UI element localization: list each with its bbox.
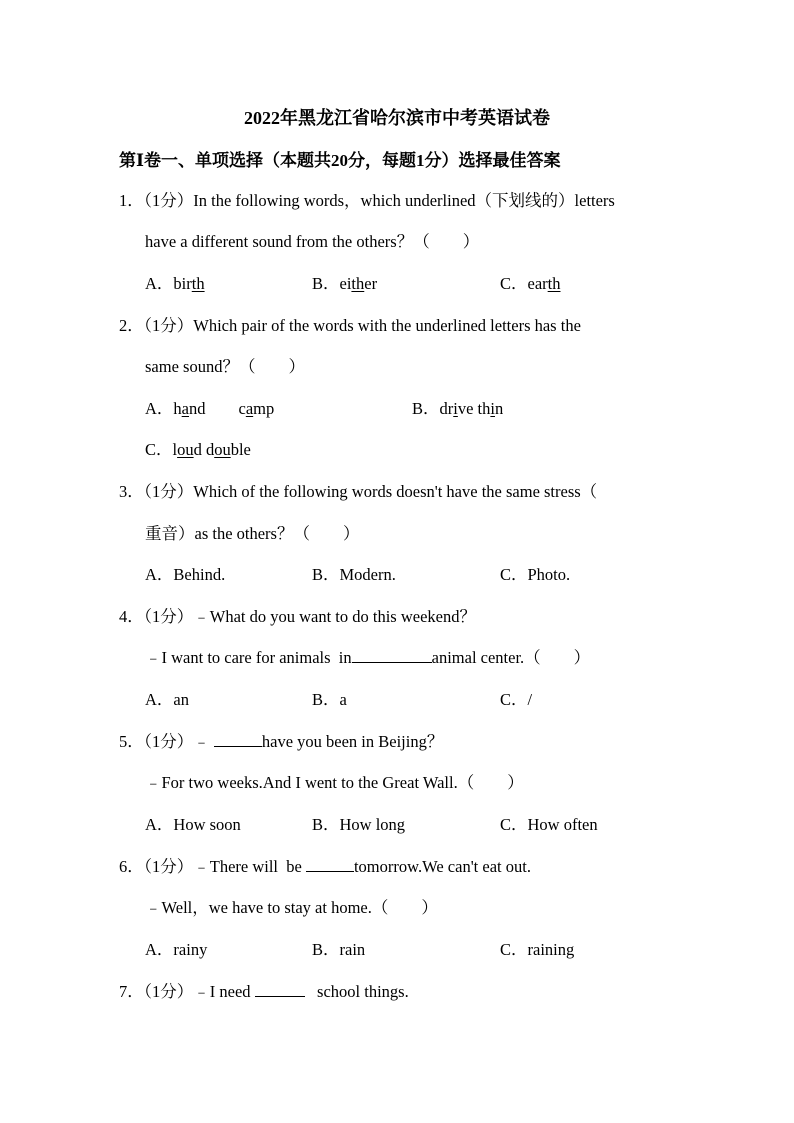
answer-blank[interactable] <box>352 647 432 663</box>
answer-blank[interactable] <box>306 856 354 872</box>
question-4-option-a[interactable]: A．an <box>145 690 189 709</box>
question-4-line-2: ﹣I want to care for animals in animal center.（ ） <box>145 648 591 667</box>
section-heading: 第Ⅰ卷一、单项选择（本题共20分，每题1分）选择最佳答案 <box>119 151 561 170</box>
question-2-option-b[interactable]: B．drive thin <box>412 399 504 418</box>
page-title: 2022年黑龙江省哈尔滨市中考英语试卷 <box>244 108 550 128</box>
question-1-option-c[interactable]: C．earth <box>500 274 561 293</box>
question-5-option-c[interactable]: C．How often <box>500 815 598 834</box>
question-6-option-b[interactable]: B．rain <box>312 940 366 959</box>
answer-blank[interactable] <box>214 731 262 747</box>
question-5-option-a[interactable]: A．How soon <box>145 815 241 834</box>
question-2-line-1: 2．（1分）Which pair of the words with the underlined letters has the <box>119 316 581 335</box>
question-1-line-2: have a different sound from the others？（ ） <box>145 232 480 251</box>
question-6-line-2: ﹣Well，we have to stay at home.（ ） <box>145 898 438 917</box>
answer-blank[interactable] <box>255 981 305 997</box>
question-6-line-1: 6．（1分）﹣There will be tomorrow.We can't eat out. <box>119 857 531 876</box>
question-6-option-a[interactable]: A．rainy <box>145 940 208 959</box>
question-3-option-c[interactable]: C．Photo. <box>500 565 571 584</box>
question-3-option-a[interactable]: A．Behind. <box>145 565 226 584</box>
question-6-option-c[interactable]: C．raining <box>500 940 575 959</box>
question-5-option-b[interactable]: B．How long <box>312 815 406 834</box>
question-2-option-a[interactable]: A．hand camp <box>145 399 275 418</box>
question-3-line-2: 重音）as the others？（ ） <box>145 524 360 543</box>
question-5-line-2: ﹣For two weeks.And I went to the Great Wall.（ ） <box>145 773 524 792</box>
question-3-option-b[interactable]: B．Modern. <box>312 565 396 584</box>
question-4-option-b[interactable]: B．a <box>312 690 347 709</box>
question-4-line-1: 4．（1分）﹣What do you want to do this weekend？ <box>119 607 476 626</box>
question-1-option-a[interactable]: A．birth <box>145 274 205 293</box>
question-1-line-1: 1．（1分）In the following words，which underlined（下划线的）letters <box>119 191 615 210</box>
question-1-option-b[interactable]: B．either <box>312 274 378 293</box>
question-2-line-2: same sound？（ ） <box>145 357 305 376</box>
question-4-option-c[interactable]: C．/ <box>500 690 533 709</box>
question-7-line-1: 7．（1分）﹣I need school things. <box>119 982 409 1001</box>
question-5-line-1: 5．（1分）﹣ have you been in Beijing？ <box>119 732 444 751</box>
question-2-option-c[interactable]: C．loud double <box>145 440 251 459</box>
question-3-line-1: 3．（1分）Which of the following words doesn't have the same stress（ <box>119 482 598 501</box>
